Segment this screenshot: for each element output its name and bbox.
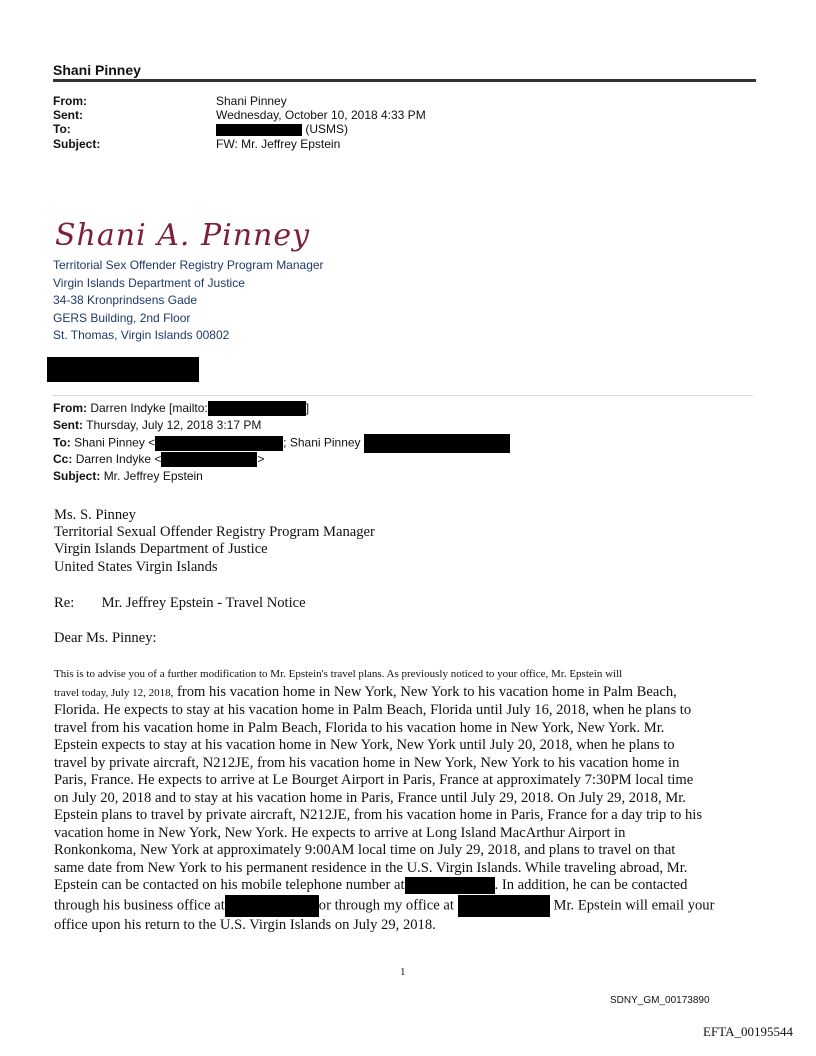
redaction-box	[225, 895, 319, 917]
body-line: vacation home in New York, New York. He expects to arrive at Long Island MacArthur Airport in	[54, 824, 626, 841]
separator-line	[53, 395, 753, 396]
from-label: From:	[53, 94, 87, 108]
body-line-part: from his vacation home in New York, New York to his vacation home in Palm Beach,	[173, 683, 677, 700]
body-line: office upon his return to the U.S. Virgin Islands on July 29, 2018.	[54, 916, 436, 933]
body-line: This is to advise you of a further modification to Mr. Epstein's travel plans. As previously noticed to your office, Mr. Epstein will	[54, 668, 623, 680]
forwarded-to-value: Shani Pinney <	[74, 435, 156, 450]
bates-number: SDNY_GM_00173890	[610, 995, 710, 1006]
signature-line: St. Thomas, Virgin Islands 00802	[53, 328, 230, 342]
forwarded-sent-label: Sent:	[53, 418, 83, 432]
forwarded-to-row	[53, 434, 510, 451]
redaction-box	[208, 401, 306, 416]
forwarded-sent-row	[53, 417, 510, 434]
body-line: Epstein expects to stay at his vacation home in New York, New York until July 20, 2018, when he plans to	[54, 737, 675, 753]
signature-line: Virgin Islands Department of Justice	[53, 275, 245, 290]
redaction-box	[216, 124, 302, 136]
sent-value: Wednesday, October 10, 2018 4:33 PM	[216, 108, 426, 122]
forwarded-from-end: ]	[305, 401, 310, 415]
forwarded-subject-label: Subject:	[53, 469, 101, 483]
page-number: 1	[400, 966, 406, 978]
re-value: Mr. Jeffrey Epstein - Travel Notice	[101, 595, 306, 611]
bates-number: EFTA_00195544	[703, 1024, 793, 1039]
forwarded-subject-row	[53, 468, 510, 485]
body-line: Ronkonkoma, New York at approximately 9:00AM local time on July 29, 2018, and plans to travel on that	[54, 842, 676, 858]
body-line: travel by private aircraft, N212JE, from his vacation home in New York, New York to his vacation home in	[54, 754, 680, 771]
forwarded-to-label: To:	[53, 435, 71, 450]
body-line-part: or through my office at	[318, 896, 454, 913]
letter-body	[54, 666, 764, 934]
address-line: Ms. S. Pinney	[54, 507, 136, 523]
signature-line: GERS Building, 2nd Floor	[53, 310, 191, 325]
forwarded-header	[53, 400, 510, 485]
body-line	[54, 877, 764, 895]
forwarded-cc-label: Cc:	[53, 452, 73, 466]
forwarded-cc-row	[53, 451, 510, 468]
redaction-box	[405, 877, 495, 894]
body-line-part: through his business office at	[54, 896, 225, 913]
body-line	[54, 684, 764, 703]
forwarded-cc-end: >	[257, 452, 265, 466]
re-label: Re:	[54, 595, 75, 611]
sent-label: Sent:	[53, 108, 83, 122]
body-line	[54, 895, 764, 917]
body-line: Epstein plans to travel by private aircraft, N212JE, from his vacation home in Paris, France for a day trip to his	[54, 807, 703, 823]
address-line: United States Virgin Islands	[54, 559, 218, 575]
forwarded-from-value: Darren Indyke [mailto:	[90, 401, 208, 415]
forwarded-subject-value: Mr. Jeffrey Epstein	[103, 469, 203, 483]
header-rule	[53, 79, 756, 82]
handwritten-signature: Shani A. Pinney	[55, 218, 311, 253]
from-value: Shani Pinney	[216, 94, 287, 108]
body-line-part: travel today, July 12, 2018,	[54, 686, 174, 699]
to-suffix: (USMS)	[305, 122, 349, 136]
forwarded-from-row	[53, 400, 510, 417]
body-line: travel from his vacation home in Palm Beach, Florida to his vacation home in New York, New York. Mr.	[54, 719, 665, 736]
salutation: Dear Ms. Pinney:	[54, 630, 157, 646]
body-line-part: Mr. Epstein will email your	[549, 896, 715, 913]
redaction-box	[47, 357, 199, 382]
signature-block	[53, 257, 324, 345]
signature-line: 34-38 Kronprindsens Gade	[53, 293, 198, 307]
body-line: Paris, France. He expects to arrive at Le Bourget Airport in Paris, France at approximately 7:30PM local time	[54, 772, 694, 788]
redaction-box	[161, 452, 257, 467]
forwarded-cc-value: Darren Indyke <	[75, 452, 162, 466]
body-line: on July 20, 2018 and to stay at his vacation home in Paris, France until July 29, 2018. On July 29, 2018, Mr.	[54, 789, 686, 806]
re-line	[54, 595, 306, 613]
forwarded-from-label: From:	[53, 401, 87, 415]
email-owner-name: Shani Pinney	[53, 62, 141, 78]
body-line-part: Epstein can be contacted on his mobile telephone number at	[54, 877, 405, 893]
forwarded-sent-value: Thursday, July 12, 2018 3:17 PM	[86, 418, 262, 432]
address-line: Territorial Sexual Offender Registry Program Manager	[54, 524, 375, 540]
redaction-box	[155, 436, 283, 451]
subject-value: FW: Mr. Jeffrey Epstein	[216, 137, 341, 151]
address-line: Virgin Islands Department of Justice	[54, 541, 268, 557]
forwarded-to-mid: ; Shani Pinney	[283, 435, 361, 450]
to-value	[216, 122, 348, 136]
body-line-part: . In addition, he can be contacted	[494, 877, 688, 893]
signature-line: Territorial Sex Offender Registry Program Manager	[53, 258, 324, 272]
body-line: same date from New York to his permanent residence in the U.S. Virgin Islands. While traveling abroad, Mr.	[54, 859, 688, 876]
body-line: Florida. He expects to stay at his vacation home in Palm Beach, Florida until July 16, 2018, when he plans to	[54, 702, 692, 718]
to-label: To:	[53, 122, 71, 136]
subject-label: Subject:	[53, 137, 101, 151]
redaction-box	[458, 895, 550, 917]
